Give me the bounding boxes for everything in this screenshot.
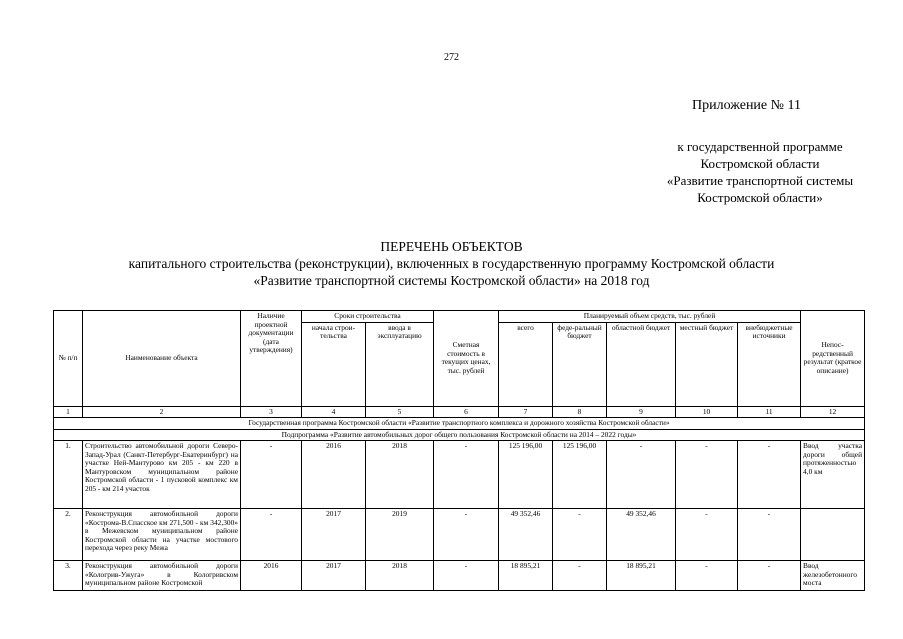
column-number: 3	[241, 406, 302, 418]
appendix-line: Костромской области	[700, 156, 820, 171]
row-num: 3.	[54, 561, 83, 591]
page-number: 272	[444, 52, 459, 63]
row-local: -	[676, 561, 738, 591]
row-total: 18 895,21	[499, 561, 553, 591]
column-number: 4	[302, 406, 366, 418]
row-start: 2017	[302, 509, 366, 561]
table-row	[54, 509, 865, 561]
document-title-line: «Развитие транспортной системы Костромской области» на 2018 год	[253, 273, 650, 288]
header-name: Наименование объекта	[83, 311, 241, 407]
row-start: 2016	[302, 441, 366, 509]
header-start: начала строи-тельства	[302, 322, 366, 406]
row-regional: -	[607, 441, 676, 509]
table-row	[54, 561, 865, 591]
row-cost: -	[434, 509, 499, 561]
row-num: 1.	[54, 441, 83, 509]
program-row: Государственная программа Костромской области «Развитие транспортного комплекса и дорожного хозяйства Костромской области»	[54, 418, 865, 430]
row-docs: 2016	[241, 561, 302, 591]
header-commission: ввода в эксплуатацию	[366, 322, 434, 406]
header-planned: Планируемый объем средств, тыс. рублей	[499, 311, 801, 323]
row-name: Реконструкция автомобильной дороги «Кологрив-Ужуга» в Кологривском муниципальном районе Костромской	[83, 561, 241, 591]
row-total: 125 196,00	[499, 441, 553, 509]
header-extra: внебюджетные источники	[738, 322, 801, 406]
column-number: 7	[499, 406, 553, 418]
column-number: 8	[553, 406, 607, 418]
row-total: 49 352,46	[499, 509, 553, 561]
header-total: всего	[499, 322, 553, 406]
row-result	[801, 509, 865, 561]
row-result: Ввод железобетонного моста	[801, 561, 865, 591]
header-terms: Сроки строительства	[302, 311, 434, 323]
row-num: 2.	[54, 509, 83, 561]
row-result: Ввод участка дороги общей протяженностью 4,0 км	[801, 441, 865, 509]
row-extra: -	[738, 441, 801, 509]
column-number: 10	[676, 406, 738, 418]
row-commission: 2018	[366, 441, 434, 509]
row-federal: -	[553, 509, 607, 561]
row-local: -	[676, 441, 738, 509]
row-regional: 49 352,46	[607, 509, 676, 561]
row-extra: -	[738, 509, 801, 561]
column-number-row	[54, 406, 865, 418]
column-number: 12	[801, 406, 865, 418]
row-name: Строительство автомобильной дороги Северо-Запад-Урал (Санкт-Петербург-Екатеринбург) на участке Ней-Мантурово км 205 - км 220 в Мантуровском муниципальном районе Костромской области - 1 пусковой комплекс км 205 - км 214 участок	[83, 441, 241, 509]
row-cost: -	[434, 561, 499, 591]
header-federal: феде-ральный бюджет	[553, 322, 607, 406]
row-regional: 18 895,21	[607, 561, 676, 591]
document-title	[0, 238, 903, 289]
appendix-line: «Развитие транспортной системы	[666, 173, 854, 188]
column-number: 1	[54, 406, 83, 418]
row-local: -	[676, 509, 738, 561]
column-number: 11	[738, 406, 801, 418]
column-number: 2	[83, 406, 241, 418]
table-row	[54, 441, 865, 509]
appendix-caption	[640, 138, 880, 206]
appendix-line: Костромской области»	[697, 190, 823, 205]
row-start: 2017	[302, 561, 366, 591]
header-local: местный бюджет	[676, 322, 738, 406]
appendix-line: к государственной программе	[677, 139, 843, 154]
row-commission: 2018	[366, 561, 434, 591]
row-extra: -	[738, 561, 801, 591]
row-commission: 2019	[366, 509, 434, 561]
header-docs: Наличие проектной документации (дата утверждения)	[241, 311, 302, 407]
document-title-line: ПЕРЕЧЕНЬ ОБЪЕКТОВ	[380, 239, 523, 254]
row-docs: -	[241, 509, 302, 561]
document-title-line: капитального строительства (реконструкции), включенных в государственную программу Костромской области	[128, 256, 775, 271]
row-name: Реконструкция автомобильной дороги «Кострома-В.Спасское км 271,500 - км 342,300» в Межевском муниципальном районе Костромской области на участке мостового перехода через реку Межа	[83, 509, 241, 561]
objects-table	[53, 310, 865, 591]
row-docs: -	[241, 441, 302, 509]
header-regional: областной бюджет	[607, 322, 676, 406]
column-number: 5	[366, 406, 434, 418]
column-number: 6	[434, 406, 499, 418]
row-federal: 125 196,00	[553, 441, 607, 509]
header-cost: Сметная стоимость в текущих ценах, тыс. рублей	[434, 311, 499, 407]
row-cost: -	[434, 441, 499, 509]
column-number: 9	[607, 406, 676, 418]
subprogram-row: Подпрограмма «Развитие автомобильных дорог общего пользования Костромской области на 2014 – 2022 годы»	[54, 429, 865, 441]
row-federal: -	[553, 561, 607, 591]
appendix-title: Приложение № 11	[692, 98, 801, 113]
header-num: № п/п	[54, 311, 83, 407]
header-result: Непос-редственный результат (краткое описание)	[801, 311, 865, 407]
